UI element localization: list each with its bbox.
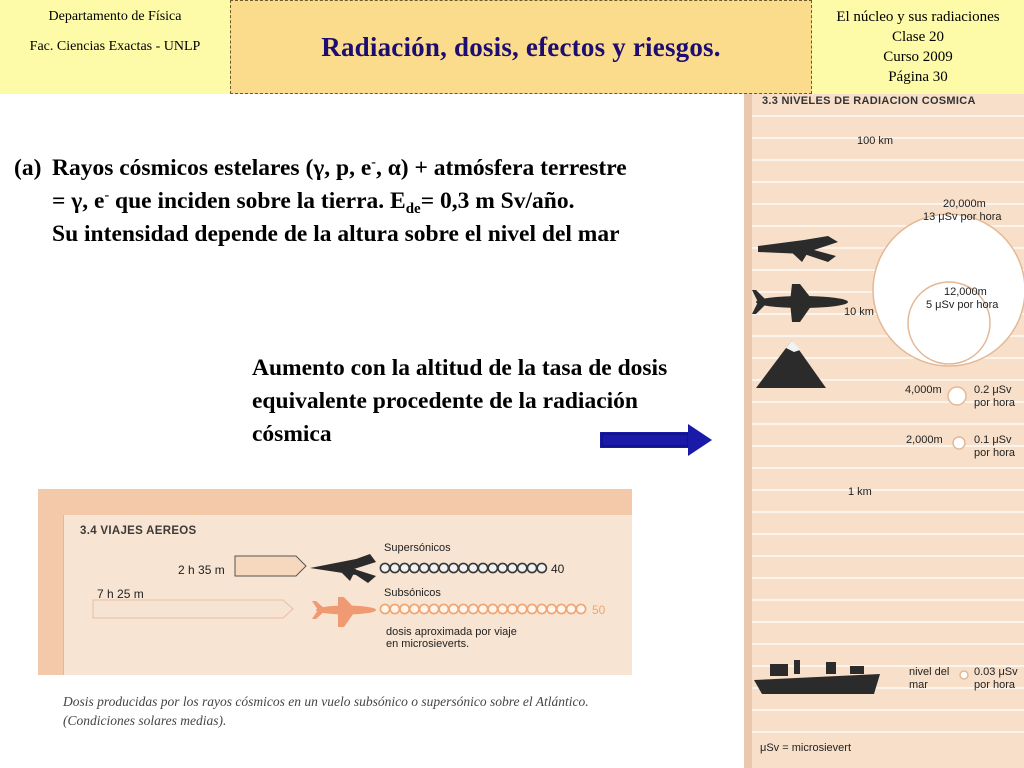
sea-level-line1: nivel del	[909, 666, 950, 678]
paragraph-line-2: Su intensidad depende de la altura sobre el nivel del mar	[52, 221, 620, 247]
figure-cosmic-levels	[744, 94, 1024, 768]
dose-dot	[420, 604, 429, 613]
header-department	[0, 0, 230, 94]
subsonic-time-bar	[93, 600, 293, 618]
superscript-2: -	[104, 188, 110, 203]
dose-dot	[420, 563, 429, 572]
supersonic-time-bar	[235, 556, 306, 576]
altitude-4000m: 4,000m	[905, 384, 942, 396]
dose-4000m-unit: por hora	[974, 396, 1015, 409]
dose-4000m	[974, 384, 1015, 409]
page-number: Página 30	[888, 69, 948, 85]
superscript-1: -	[371, 155, 376, 170]
dose-dot	[488, 604, 497, 613]
supersonic-label: Supersónicos	[384, 542, 451, 554]
dose-dot	[478, 563, 487, 572]
supersonic-jet-icon	[310, 554, 376, 583]
concorde-icon	[758, 236, 838, 262]
subsonic-dose-dots	[380, 604, 585, 613]
dose-dot	[478, 604, 487, 613]
faculty-name: Fac. Ciencias Exactas - UNLP	[29, 39, 201, 54]
ship-icon	[754, 660, 880, 694]
dose-2000m	[974, 434, 1015, 459]
dose-dot	[537, 563, 546, 572]
altitude-20000m: 20,000m	[943, 198, 986, 210]
figure-air-travel	[38, 489, 632, 734]
dose-dot	[439, 563, 448, 572]
dose-note: dosis aproximada por viaje en microsieverts.	[386, 626, 517, 650]
altitude-12000m: 12,000m	[944, 286, 987, 298]
dose-dot	[469, 604, 478, 613]
right-arrow-icon	[600, 423, 714, 457]
figure-34-caption: Dosis producidas por los rayos cósmicos en un vuelo subsónico o supersónico sobre el Atlántico. (Condiciones solares medias).	[63, 694, 589, 728]
dose-dot	[498, 604, 507, 613]
altitude-100km: 100 km	[857, 135, 894, 147]
dose-dot	[429, 604, 438, 613]
course-topic: El núcleo y sus radiaciones	[836, 9, 1000, 25]
paragraph-body	[52, 152, 634, 251]
sea-level-label	[909, 666, 949, 691]
dose-dot	[459, 563, 468, 572]
dose-dot	[508, 604, 517, 613]
dose-dot	[508, 563, 517, 572]
dose-sea-level	[974, 666, 1018, 691]
sea-level-line2: mar	[909, 678, 928, 691]
dose-dot	[488, 563, 497, 572]
cosmic-rays-paragraph	[14, 152, 634, 251]
item-label: (a)	[14, 155, 42, 181]
page-title: Radiación, dosis, efectos y riesgos.	[321, 31, 721, 62]
supersonic-dose-dots	[380, 563, 546, 572]
dose-dot	[449, 604, 458, 613]
supersonic-dose-value: 40	[551, 562, 565, 576]
dose-dot	[410, 563, 419, 572]
dose-circle-4000m	[948, 387, 966, 405]
subsonic-time: 7 h 25 m	[97, 587, 144, 601]
text-part-1: Rayos cósmicos estelares (γ, p, e	[52, 155, 372, 181]
subsonic-label: Subsónicos	[384, 587, 441, 599]
dose-dot	[576, 604, 585, 613]
dose-sea-value: 0.03 μSv	[974, 666, 1018, 678]
subsonic-dose-value: 50	[592, 603, 606, 617]
dose-20000m: 13 μSv por hora	[923, 211, 1002, 223]
dose-dot	[380, 563, 389, 572]
text-part-2: , α) + atmósfera terrestre = γ, e	[52, 155, 627, 214]
dose-4000m-value: 0.2 μSv	[974, 384, 1012, 396]
department-name: Departamento de Física	[48, 9, 182, 24]
dose-dot	[547, 604, 556, 613]
dose-dot	[459, 604, 468, 613]
text-part-3: que inciden sobre la tierra. E	[109, 188, 406, 214]
dose-dot	[567, 604, 576, 613]
dose-dot	[527, 563, 536, 572]
altitude-10km: 10 km	[844, 306, 874, 318]
dose-dot	[429, 563, 438, 572]
dose-dot	[380, 604, 389, 613]
dose-dot	[518, 604, 527, 613]
dose-dot	[537, 604, 546, 613]
dose-dot	[557, 604, 566, 613]
dose-dot	[498, 563, 507, 572]
class-number: Clase 20	[891, 29, 945, 45]
supersonic-time: 2 h 35 m	[178, 563, 225, 577]
figure-33-title: 3.3 NIVELES DE RADIACION COSMICA	[762, 95, 976, 107]
dose-dot	[410, 604, 419, 613]
dose-dot	[400, 604, 409, 613]
dose-dot	[469, 563, 478, 572]
subsonic-plane-icon	[312, 597, 376, 627]
header-title-box	[230, 0, 812, 94]
dose-dot	[449, 563, 458, 572]
dose-dot	[527, 604, 536, 613]
unit-legend: μSv = microsievert	[760, 742, 851, 754]
dose-dot	[518, 563, 527, 572]
course-year: Curso 2009	[883, 49, 953, 65]
paragraph-line-1	[52, 152, 634, 218]
subscript-1: de	[405, 201, 421, 217]
mountain-icon	[756, 340, 826, 388]
dose-2000m-value: 0.1 μSv	[974, 434, 1012, 446]
dose-sea-unit: por hora	[974, 678, 1015, 691]
dose-circle-sea	[960, 671, 968, 679]
dose-circle-2000m	[953, 437, 965, 449]
dose-dot	[390, 604, 399, 613]
header-course-info	[812, 0, 1024, 94]
altitude-2000m: 2,000m	[906, 434, 943, 446]
dose-2000m-unit: por hora	[974, 446, 1015, 459]
altitude-caption: Aumento con la altitud de la tasa de dosis equivalente procedente de la radiación cósmica	[252, 355, 668, 447]
dose-dot	[390, 563, 399, 572]
altitude-1km: 1 km	[848, 486, 872, 498]
airliner-icon	[752, 284, 848, 322]
dose-12000m: 5 μSv por hora	[926, 299, 999, 311]
text-part-4: = 0,3 m Sv/año.	[420, 188, 575, 214]
dose-dot	[439, 604, 448, 613]
figure-34-title: 3.4 VIAJES AEREOS	[80, 525, 197, 537]
dose-dot	[400, 563, 409, 572]
